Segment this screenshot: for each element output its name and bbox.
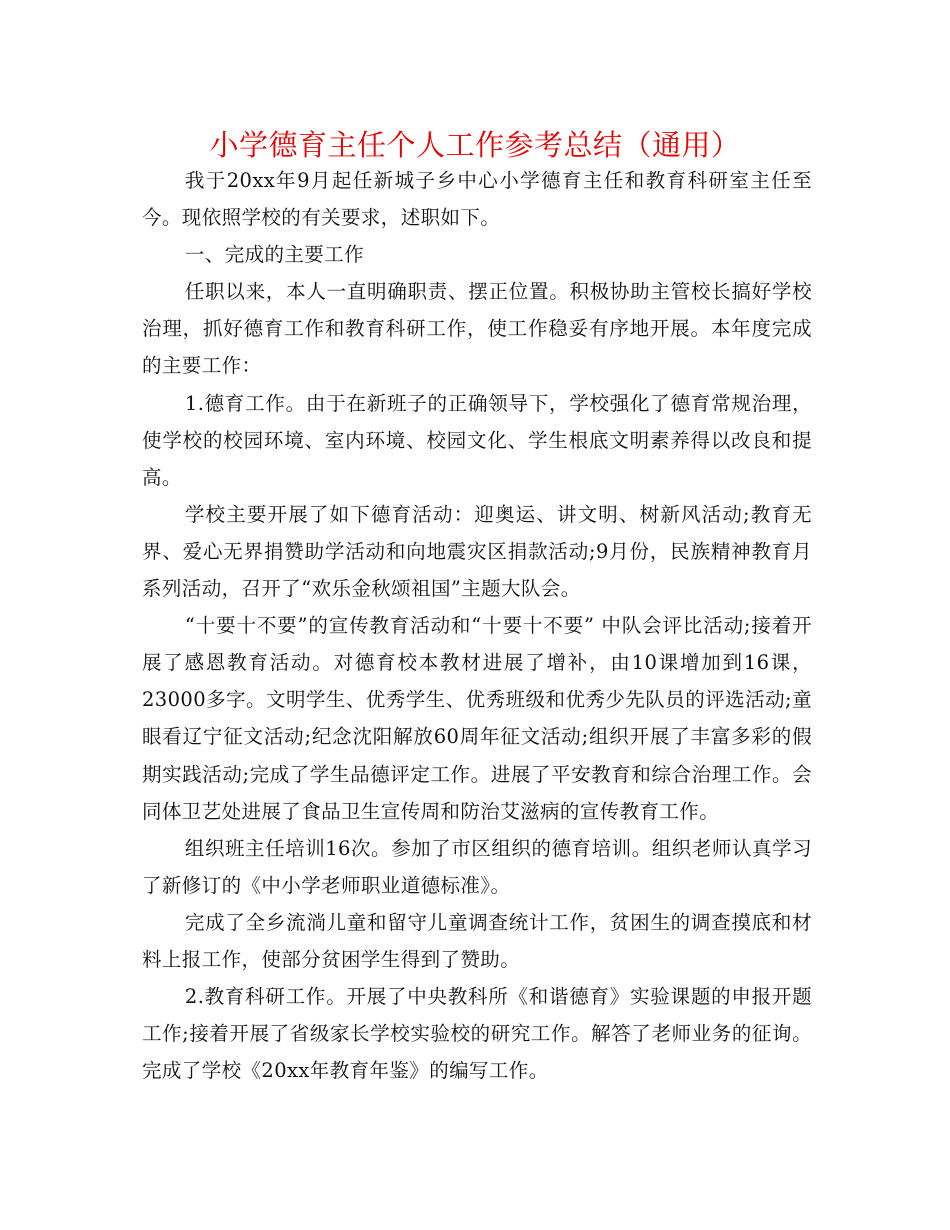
paragraph-overview: 任职以来，本人一直明确职责、摆正位置。积极协助主管校长搞好学校治理，抓好德育工作和教育科研工作，使工作稳妥有序地开展。本年度完成的主要工作： — [142, 280, 812, 378]
paragraph-research: 2.教育科研工作。开展了中央教科所《和谐德育》实验课题的申报开题工作;接着开展了省级家长学校实验校的研究工作。解答了老师业务的征询。完成了学校《20xx年教育年鉴》的编写工作。 — [142, 985, 812, 1083]
section-heading: 一、完成的主要工作 — [184, 243, 364, 267]
paragraph-training: 组织班主任培训16次。参加了市区组织的德育培训。组织老师认真学习了新修订的《中小学老师职业道德标准》。 — [142, 836, 812, 897]
paragraph-moral-education: 1.德育工作。由于在新班子的正确领导下，学校强化了德育常规治理，使学校的校园环境、室内环境、校园文化、学生根底文明素养得以改良和提高。 — [142, 391, 812, 489]
paragraph-activities: 学校主要开展了如下德育活动：迎奥运、讲文明、树新风活动;教育无界、爱心无界捐赞助学活动和向地震灾区捐款活动;9月份，民族精神教育月系列活动，召开了“欢乐金秋颂祖国”主题大队会。 — [142, 502, 812, 601]
document-title: 小学德育主任个人工作参考总结（通用） — [209, 128, 741, 162]
document-body — [142, 162, 812, 1089]
paragraph-campaigns: “十要十不要”的宣传教育活动和“十要十不要” 中队会评比活动;接着开展了感恩教育活动。对德育校本教材进展了增补，由10课增加到16课，23000多字。文明学生、优秀学生、优秀班级和优秀少先队员的评选活动;童眼看辽宁征文活动;纪念沈阳解放60周年征文活动;组织开展了丰富多彩的假期实践活动;完成了学生品德评定工作。进展了平安教育和综合治理工作。会同体卫艺处进展了食品卫生宣传周和防治艾滋病的宣传教育工作。 — [142, 614, 812, 823]
paragraph-intro: 我于20xx年9月起任新城子乡中心小学德育主任和教育科研室主任至今。现依照学校的有关要求，述职如下。 — [142, 169, 812, 230]
paragraph-survey: 完成了全乡流淌儿童和留守儿童调查统计工作，贫困生的调查摸底和材料上报工作，使部分贫困学生得到了赞助。 — [142, 910, 812, 971]
